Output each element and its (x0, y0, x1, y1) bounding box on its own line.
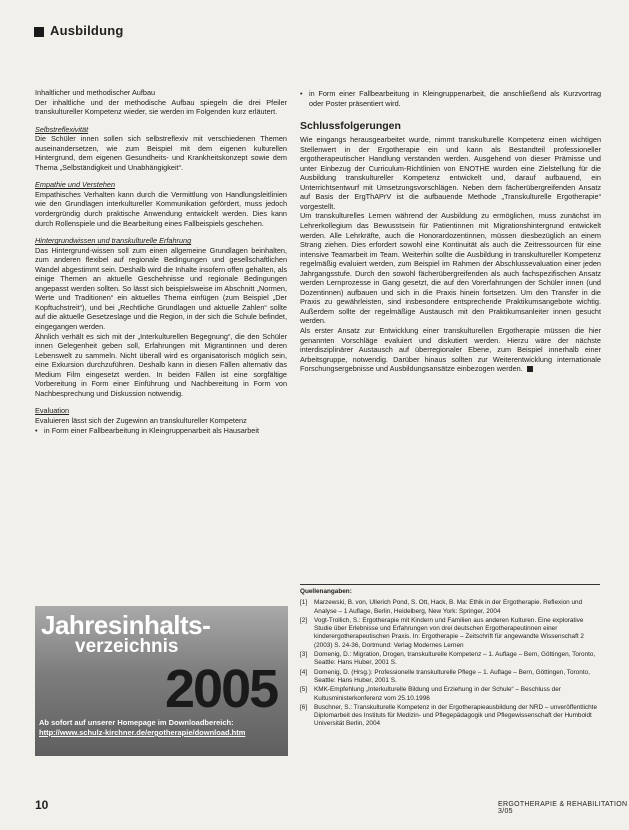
references-divider (300, 584, 600, 585)
ad-link[interactable]: http://www.schulz-kirchner.de/ergotherapie/download.htm (39, 728, 246, 737)
page-number: 10 (35, 798, 49, 812)
section-title: Ausbildung (50, 23, 124, 38)
list-item: • in Form einer Fallbearbeitung in Kleingruppenarbeit, die anschließend als Kurzvortrag oder Poster präsentiert wird. (300, 89, 601, 108)
paragraph: Evaluieren lässt sich der Zugewinn an transkultureller Kompetenz (35, 415, 247, 425)
reference-item: [2] Vogt-Trollich, S.: Ergotherapie mit Kindern und Familien aus anderen Kulturen. Eine explorative Studie über Erlebnisse und Erfahrungen von drei deutschen Ergotherapeutinnen einer kinderergotherapeutischen Praxis. In: Ergotherapie – Zeitschrift für angewandte Wissenschaft 2 (2003) S. 24-36, Dortmund: Verlag Modernes Lernen (300, 616, 584, 649)
paragraph: Als erster Ansatz zur Entwicklung einer transkulturellen Ergotherapie müssen die hier genannten Vorschläge evaluiert und diskutiert werden. Hierzu wäre der nächste interdisziplinärer Austausch auf überregionaler Ebene, zum Beispiel innerhalb einer Arbeitsgruppe, notwendig. Darüber hinaus sollten zur Weiterentwicklung internationale Forschungsergebnisse und Ausbildungsansätze einbezogen werden. (300, 326, 601, 374)
ad-title: Jahresinhalts- (41, 610, 211, 640)
subheading: Inhaltlicher und methodischer Aufbau (35, 88, 156, 97)
references (300, 588, 600, 730)
right-column (300, 89, 601, 374)
section-marker (34, 27, 44, 37)
ad-text: Ab sofort auf unserer Homepage im Downloadbereich: http://www.schulz-kirchner.de/ergotherapie/download.htm (39, 718, 246, 737)
paragraph: Wie eingangs herausgearbeitet wurde, nimmt transkulturelle Kompetenz einen wichtigen Stellenwert in der Ergotherapie ein und kann als Bestandteil professioneller ergotherapeutischer Handlung verstanden werden. Ausgehend von dieser Prämisse und unter Einbezug der Curriculum-Richtlinien von ENOTHE wurden eine Zielstellung für die Ausbildung transkultureller Kompetenz entwickelt und, darauf aufbauend, ein Unterrichtsentwurf mit Umsetzungsvorschlägen. Neben dem fächerübergreifenden Ansatz auf Basis der ErgThAPrV ist die aufbauende Methode „Transkulturelle Ergotherapie“ vorgestellt. (300, 135, 601, 211)
subheading: Hintergrundwissen und transkulturelle Erfahrung (35, 236, 192, 246)
list-item: • in Form einer Fallbearbeitung in Kleingruppenarbeit als Hausarbeit (35, 425, 259, 435)
reference-item: [5] KMK-Empfehlung „Interkulturelle Bildung und Erziehung in der Schule“ – Beschluss der Kultusministerkonferenz vom 25.10.1996 (300, 686, 561, 702)
paragraph: Die Schüler innen sollen sich selbstreflexiv mit verschiedenen Themen auseinandersetzen, wie zum Beispiel mit dem eigenen kulturellen Hintergrund, dem eigenen Gesundheits- und Krankheitskonzept sowie dem Thema „Selbständigkeit und Unabhängigkeit“. (35, 134, 287, 172)
reference-item: [3] Domenig, D.: Migration, Drogen, transkulturelle Kompetenz – 1. Auflage – Bern, Göttingen, Toronto, Seattle: Hans Huber, 2001 S. (300, 651, 596, 667)
ad-year: 2005 (165, 659, 278, 719)
left-column (35, 88, 287, 435)
paragraph: Um transkulturelles Lernen während der Ausbildung zu ermöglichen, muss zunächst im Lehrerkollegium das Bewusstsein für Patientinnen mit Migrationshintergrund entwickelt werden. Alle Lehrkräfte, auch die Honorardozentinnen, müssen diesbezüglich an einem Strang ziehen. Dies erfordert sowohl eine Kontinuität als auch die Zeitressourcen für eine intensive Teamarbeit im Team. Weiterhin sollte die Ausbildung in transkultureller Kompetenz regelmäßig evaluiert werden, zum Beispiel im Rahmen der Abschlussevaluation einer jeden Jahrgangsstufe. Durch den sowohl fächerübergreifenden als auch fachspezifischen Ansatz werden Lernprozesse in Gang gesetzt, die auf den Vorerfahrungen der Schüler innen (und Dozentinnen) aufbauen und sich in die Praxis hinein fortsetzen. Um den Transfer in die Praxis zu gewährleisten, sind insbesondere entsprechende Praktikumsangebote wichtig. Außerdem sollte der regelmäßige Austausch mit den Praktikumsanleiter innen gesucht werden. (300, 211, 601, 326)
section-heading: Schlussfolgerungen (300, 120, 401, 133)
advertisement-box (35, 606, 288, 756)
paragraph: Der inhaltliche und der methodische Aufbau spiegeln die drei Pfeiler transkultureller Kompetenz wieder, sie werden im Folgenden kurz erläutert. (35, 97, 287, 117)
reference-item: [6] Buschner, S.: Transkulturelle Kompetenz in der Ergotherapieausbildung der NRD – unveröffentlichte Diplomarbeit des Instituts für Medizin- und Pflegepädagogik und Pflegewissenschaft der Humboldt Universität Berlin, 2004 (300, 703, 598, 728)
references-heading: Quellenangaben: (300, 588, 352, 595)
bullet-icon: • (300, 89, 303, 98)
ad-subtitle: verzeichnis (75, 636, 179, 657)
reference-item: [1] Marzewski, B. von, Ullerich Pond, S. Ott, Hack, B. Ma: Ethik in der Ergotherapie. Reflexion und Analyse – 1 Auflage, Berlin, Heidelberg, New York: Springer, 2004 (300, 599, 583, 615)
subheading: Empathie und Verstehen (35, 180, 116, 190)
reference-item: [4] Domenig, D. (Hrsg.): Professionelle transkulturelle Pflege – 1. Auflage – Bern, Göttingen, Toronto, Seattle: Hans Huber, 2001 S. (300, 668, 590, 684)
subheading: Selbstreflexivität (35, 124, 89, 134)
paragraph: Das Hintergrund-wissen soll zum einen allgemeine Grundlagen beinhalten, zum anderen flexibel auf regionale Bedingungen und gesellschaftlichen Wandel abgestimmt sein. Deshalb wird die Inhalte insofern offen gehalten, als einige Themen an aktuelle Geschehnisse und regionale Bedingungen angepasst werden sollten. So lässt sich beispielsweise im Abschnitt „Normen, Werte und Traditionen“ ein aktuelles Thema einfügen (zum Beispiel „Der Kopftuchstreit“), und bei „Rechtliche Grundlagen und aktuelle Zahlen“ sollte auf die aktuelle Gesetzeslage und die Region, in der sich die Schule befindet, eingegangen werden. (35, 245, 287, 332)
paragraph: Ähnlich verhält es sich mit der „Interkulturellen Begegnung“, die den Schüler innen Gelegenheit geben soll, Erfahrungen mit Migrantinnen und deren Lebenswelt zu sammeln. Nicht überall wird es organisatorisch möglich sein, eine Exkursion durchzuführen. Deshalb kann in diesen Fällen alternativ das Medium Film eingesetzt werden. In beiden Fällen ist eine sorgfältige Vorbereitung in Form einer Einführung und Nachbereitung in Form von Nachbesprechung und Diskussion notwendig. (35, 331, 287, 398)
end-of-article-icon (527, 366, 533, 372)
publication-footer: ERGOTHERAPIE & REHABILITATION 3/05 (498, 801, 628, 815)
bullet-icon: • (35, 425, 38, 435)
paragraph: Empathisches Verhalten kann durch die Vermittlung von Handlungsleitlinien wie den Grundlagen interkultureller Kommunikation gefördert, muss jedoch vordergründig durch praktische Anwendung entwickelt werden. Dies kann durch Rollenspiele und die Bearbeitung eines Fallbeispiels geschehen. (35, 189, 287, 228)
subheading: Evaluation (35, 406, 70, 416)
